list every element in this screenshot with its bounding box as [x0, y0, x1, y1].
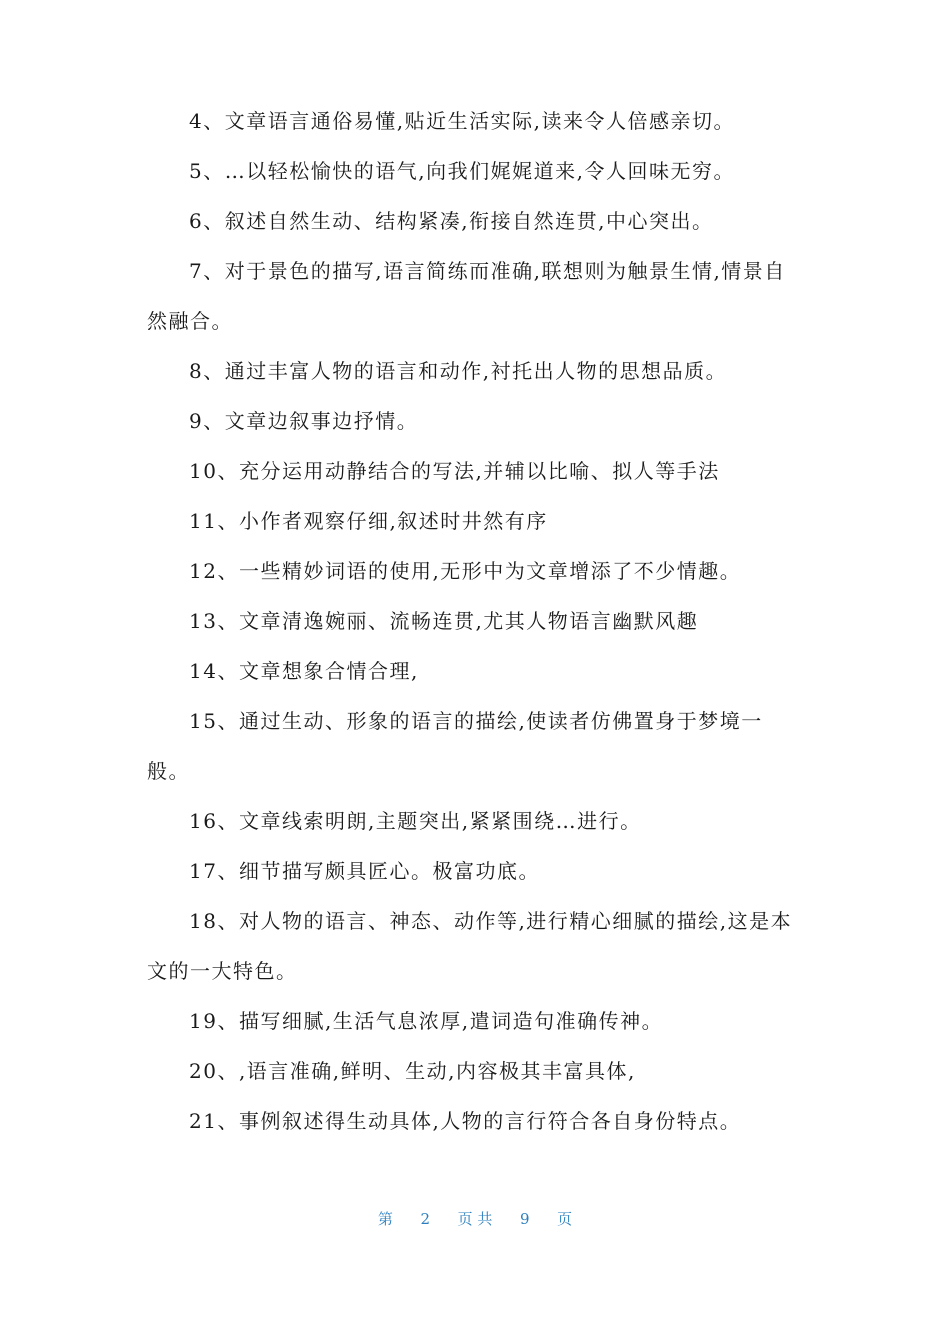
paragraph-item-10: 10、充分运用动静结合的写法,并辅以比喻、拟人等手法	[189, 459, 720, 483]
paragraph-item-9: 9、文章边叙事边抒情。	[189, 409, 419, 433]
paragraph-item-7: 7、对于景色的描写,语言简练而准确,联想则为触景生情,情景自然融合。	[147, 259, 786, 333]
paragraph-item-4: 4、文章语言通俗易懂,贴近生活实际,读来令人倍感亲切。	[189, 109, 735, 133]
paragraph-item-6: 6、叙述自然生动、结构紧凑,衔接自然连贯,中心突出。	[189, 209, 714, 233]
paragraph-item-16: 16、文章线索明朗,主题突出,紧紧围绕…进行。	[189, 809, 642, 833]
paragraph-item-20: 20、,语言准确,鲜明、生动,内容极其丰富具体,	[189, 1059, 636, 1083]
paragraph-item-21: 21、事例叙述得生动具体,人物的言行符合各自身份特点。	[189, 1109, 742, 1133]
paragraph-item-13: 13、文章清逸婉丽、流畅连贯,尤其人物语言幽默风趣	[189, 609, 699, 633]
paragraph-item-12: 12、一些精妙词语的使用,无形中为文章增添了不少情趣。	[189, 559, 742, 583]
total-pages-number: 9	[519, 1210, 530, 1228]
paragraph-item-14: 14、文章想象合情合理,	[189, 659, 419, 683]
document-body	[147, 96, 797, 1146]
paragraph-item-5: 5、…以轻松愉快的语气,向我们娓娓道来,令人回味无穷。	[189, 159, 735, 183]
paragraph-item-11: 11、小作者观察仔细,叙述时井然有序	[189, 509, 548, 533]
current-page-number: 2	[420, 1210, 431, 1228]
paragraph-item-8: 8、通过丰富人物的语言和动作,衬托出人物的思想品质。	[189, 359, 728, 383]
page-footer	[0, 1208, 950, 1229]
footer-middle: 页 共	[457, 1210, 493, 1228]
paragraph-item-19: 19、描写细腻,生活气息浓厚,遣词造句准确传神。	[189, 1009, 664, 1033]
footer-suffix: 页	[557, 1210, 573, 1228]
paragraph-item-18: 18、对人物的语言、神态、动作等,进行精心细腻的描绘,这是本文的一大特色。	[147, 909, 793, 983]
paragraph-item-15: 15、通过生动、形象的语言的描绘,使读者仿佛置身于梦境一般。	[147, 709, 763, 783]
footer-prefix: 第	[377, 1210, 393, 1228]
paragraph-item-17: 17、细节描写颇具匠心。极富功底。	[189, 859, 540, 883]
